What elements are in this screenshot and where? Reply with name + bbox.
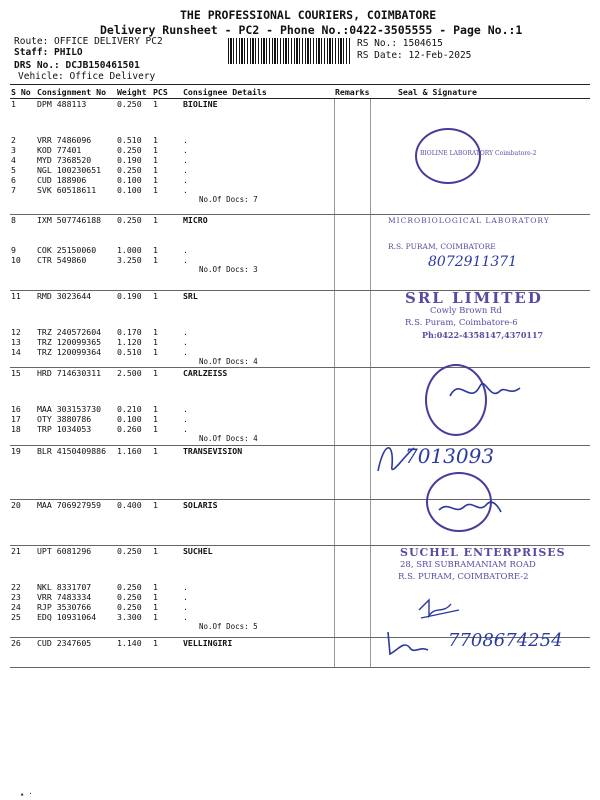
row-cons: SUCHEL (183, 546, 213, 556)
suchel-stamp-line1: SUCHEL ENTERPRISES (400, 546, 566, 559)
cell-sno (10, 99, 36, 215)
cell-cno (36, 291, 116, 368)
cell-wt (116, 446, 152, 500)
row-cons: . (183, 602, 188, 612)
row-cons: . (183, 155, 188, 165)
micro-stamp-line1: MICROBIOLOGICAL LABORATORY (388, 216, 550, 225)
vellingiri-handwritten-phone: 7708674254 (448, 630, 563, 651)
row-pcs: 1 (153, 145, 158, 155)
docs-count: No.Of Docs: 7 (199, 195, 258, 204)
row-pcs: 1 (153, 602, 158, 612)
cell-sno (10, 215, 36, 291)
cell-remarks (334, 546, 370, 638)
row-cno: MAA 303153730 (37, 404, 102, 414)
cell-cno (36, 500, 116, 546)
srl-stamp-line4: Ph:0422-4358147,4370117 (422, 330, 544, 340)
row-pcs: 1 (153, 155, 158, 165)
cell-wt (116, 215, 152, 291)
row-pcs: 1 (153, 546, 158, 556)
row-pcs: 1 (153, 99, 158, 109)
row-pcs: 1 (153, 175, 158, 185)
col-pcs: PCS (152, 85, 182, 99)
row-sno: 26 (11, 638, 21, 648)
row-cno: UPT 6081296 (37, 546, 92, 556)
row-sno: 10 (11, 255, 21, 265)
row-wt: 0.100 (117, 414, 142, 424)
row-cno: HRD 714630311 (37, 368, 102, 378)
row-sno: 20 (11, 500, 21, 510)
carlzeiss-signature (440, 366, 530, 416)
row-wt: 1.140 (117, 638, 142, 648)
cell-pcs (152, 368, 182, 446)
footer-mark: ▴ · (20, 790, 33, 798)
cell-wt (116, 500, 152, 546)
row-pcs: 1 (153, 185, 158, 195)
srl-stamp-line2: Cowly Brown Rd (430, 306, 502, 316)
row-wt: 0.100 (117, 185, 142, 195)
suchel-stamp-line3: R.S. PURAM, COIMBATORE-2 (398, 572, 529, 582)
row-cno: TRZ 120099365 (37, 337, 102, 347)
table-header (10, 85, 590, 99)
row-cno: MYD 7368520 (37, 155, 92, 165)
row-cons: . (183, 337, 188, 347)
row-wt: 0.510 (117, 347, 142, 357)
cell-sno (10, 500, 36, 546)
bioline-stamp-text: BIOLINE LABORATORY Coimbatore-2 (420, 150, 537, 157)
row-wt: 0.250 (117, 546, 142, 556)
cell-wt (116, 368, 152, 446)
row-cons: . (183, 424, 188, 434)
cell-wt (116, 638, 152, 668)
row-cons: SRL (183, 291, 198, 301)
cell-pcs (152, 638, 182, 668)
rs-number: RS No.: 1504615 (357, 38, 443, 49)
suchel-signature (415, 596, 465, 621)
row-cno: DPM 488113 (37, 99, 87, 109)
row-cons: . (183, 165, 188, 175)
cell-sno (10, 546, 36, 638)
row-cno: EDQ 10931064 (37, 612, 97, 622)
drs-number: DRS No.: DCJB150461501 (14, 60, 140, 71)
row-cno: BLR 4150409886 (37, 446, 107, 456)
cell-sno (10, 638, 36, 668)
cell-remarks (334, 291, 370, 368)
row-cno: IXM 507746188 (37, 215, 102, 225)
suchel-stamp-line2: 28, SRI SUBRAMANIAM ROAD (400, 560, 536, 570)
row-cons: . (183, 245, 188, 255)
row-pcs: 1 (153, 337, 158, 347)
company-name: THE PROFESSIONAL COURIERS, COIMBATORE (180, 8, 437, 22)
row-cno: VRR 7486096 (37, 135, 92, 145)
row-pcs: 1 (153, 612, 158, 622)
col-seal: Seal & Signature (370, 85, 590, 99)
row-cons: . (183, 347, 188, 357)
row-wt: 0.250 (117, 592, 142, 602)
cell-remarks (334, 99, 370, 215)
row-sno: 16 (11, 404, 21, 414)
row-cons: CARLZEISS (183, 368, 228, 378)
row-wt: 0.400 (117, 500, 142, 510)
docs-count: No.Of Docs: 5 (199, 622, 258, 631)
vehicle-label: Vehicle: Office Delivery (18, 71, 156, 82)
row-pcs: 1 (153, 347, 158, 357)
cell-remarks (334, 215, 370, 291)
row-wt: 3.300 (117, 612, 142, 622)
row-sno: 22 (11, 582, 21, 592)
row-pcs: 1 (153, 327, 158, 337)
row-cons: TRANSEVISION (183, 446, 243, 456)
row-cons: . (183, 175, 188, 185)
cell-cons (182, 368, 334, 446)
row-sno: 21 (11, 546, 21, 556)
cell-cons (182, 215, 334, 291)
row-wt: 0.250 (117, 145, 142, 155)
transevision-handwritten-number: 7013093 (405, 444, 495, 468)
docs-count: No.Of Docs: 4 (199, 357, 258, 366)
cell-cno (36, 99, 116, 215)
row-pcs: 1 (153, 592, 158, 602)
row-wt: 0.250 (117, 602, 142, 612)
row-cno: NKL 8331707 (37, 582, 92, 592)
row-cno: CUD 188906 (37, 175, 87, 185)
cell-cno (36, 546, 116, 638)
micro-phone-handwritten: 8072911371 (428, 254, 518, 270)
row-sno: 14 (11, 347, 21, 357)
cell-cons (182, 500, 334, 546)
row-sno: 3 (11, 145, 16, 155)
row-sno: 1 (11, 99, 16, 109)
row-cno: MAA 706927959 (37, 500, 102, 510)
row-sno: 7 (11, 185, 16, 195)
row-cons: . (183, 592, 188, 602)
row-pcs: 1 (153, 215, 158, 225)
cell-pcs (152, 546, 182, 638)
row-cons: . (183, 145, 188, 155)
row-pcs: 1 (153, 404, 158, 414)
consignee-group (10, 215, 590, 291)
cell-cons (182, 291, 334, 368)
cell-cons (182, 638, 334, 668)
row-wt: 0.170 (117, 327, 142, 337)
cell-seal-signature (370, 215, 590, 291)
row-cno: CUD 2347605 (37, 638, 92, 648)
cell-wt (116, 99, 152, 215)
row-cno: CTR 549860 (37, 255, 87, 265)
cell-sno (10, 446, 36, 500)
row-wt: 3.250 (117, 255, 142, 265)
cell-cno (36, 215, 116, 291)
row-sno: 9 (11, 245, 16, 255)
row-wt: 0.250 (117, 99, 142, 109)
row-sno: 2 (11, 135, 16, 145)
row-cons: . (183, 135, 188, 145)
row-cno: COK 25150060 (37, 245, 97, 255)
row-sno: 25 (11, 612, 21, 622)
cell-sno (10, 368, 36, 446)
row-cno: RJP 3530766 (37, 602, 92, 612)
cell-pcs (152, 215, 182, 291)
cell-cno (36, 446, 116, 500)
col-consignee: Consignee Details (182, 85, 334, 99)
cell-remarks (334, 446, 370, 500)
row-pcs: 1 (153, 291, 158, 301)
row-wt: 1.120 (117, 337, 142, 347)
cell-remarks (334, 500, 370, 546)
row-pcs: 1 (153, 500, 158, 510)
cell-cons (182, 99, 334, 215)
row-sno: 19 (11, 446, 21, 456)
cell-wt (116, 291, 152, 368)
row-sno: 12 (11, 327, 21, 337)
vellingiri-signature (384, 624, 444, 664)
row-sno: 24 (11, 602, 21, 612)
row-sno: 5 (11, 165, 16, 175)
row-cno: TRZ 120099364 (37, 347, 102, 357)
barcode (228, 38, 350, 64)
row-wt: 0.190 (117, 155, 142, 165)
cell-pcs (152, 291, 182, 368)
row-wt: 0.260 (117, 424, 142, 434)
row-cno: OTY 3880786 (37, 414, 92, 424)
row-wt: 2.500 (117, 368, 142, 378)
col-consignment: Consignment No (36, 85, 116, 99)
cell-pcs (152, 99, 182, 215)
row-cons: BIOLINE (183, 99, 218, 109)
row-sno: 11 (11, 291, 21, 301)
row-pcs: 1 (153, 638, 158, 648)
row-pcs: 1 (153, 414, 158, 424)
cell-pcs (152, 446, 182, 500)
row-cno: TRZ 240572604 (37, 327, 102, 337)
row-wt: 0.190 (117, 291, 142, 301)
row-pcs: 1 (153, 446, 158, 456)
row-cno: SVK 60518611 (37, 185, 97, 195)
docs-count: No.Of Docs: 3 (199, 265, 258, 274)
row-pcs: 1 (153, 135, 158, 145)
srl-stamp-line3: R.S. Puram, Coimbatore-6 (405, 318, 518, 328)
row-cno: RMD 3023644 (37, 291, 92, 301)
cell-cons (182, 546, 334, 638)
cell-cno (36, 638, 116, 668)
row-wt: 0.250 (117, 215, 142, 225)
row-sno: 17 (11, 414, 21, 424)
cell-sno (10, 291, 36, 368)
row-pcs: 1 (153, 424, 158, 434)
row-sno: 18 (11, 424, 21, 434)
docs-count: No.Of Docs: 4 (199, 434, 258, 443)
row-wt: 1.160 (117, 446, 142, 456)
row-sno: 6 (11, 175, 16, 185)
runsheet-title: Delivery Runsheet - PC2 - Phone No.:0422-3505555 - Page No.:1 (100, 23, 523, 37)
row-sno: 8 (11, 215, 16, 225)
row-wt: 0.100 (117, 175, 142, 185)
row-cno: TRP 1034053 (37, 424, 92, 434)
cell-remarks (334, 368, 370, 446)
col-sno: S No (10, 85, 36, 99)
cell-pcs (152, 500, 182, 546)
row-pcs: 1 (153, 245, 158, 255)
row-cons: . (183, 327, 188, 337)
cell-cons (182, 446, 334, 500)
staff-label: Staff: PHILO (14, 47, 83, 58)
row-wt: 0.250 (117, 165, 142, 175)
row-cno: KOD 77401 (37, 145, 82, 155)
row-pcs: 1 (153, 255, 158, 265)
row-wt: 1.000 (117, 245, 142, 255)
row-wt: 0.510 (117, 135, 142, 145)
row-pcs: 1 (153, 582, 158, 592)
cell-remarks (334, 638, 370, 668)
row-wt: 0.250 (117, 582, 142, 592)
row-cons: . (183, 255, 188, 265)
solaris-signature (435, 492, 505, 522)
micro-stamp-line2: R.S. PURAM, COIMBATORE (388, 242, 496, 251)
route-label: Route: OFFICE DELIVERY PC2 (14, 36, 163, 47)
row-cons: . (183, 185, 188, 195)
row-cons: . (183, 404, 188, 414)
row-sno: 4 (11, 155, 16, 165)
col-weight: Weight (116, 85, 152, 99)
cell-cno (36, 368, 116, 446)
row-cons: . (183, 582, 188, 592)
row-pcs: 1 (153, 368, 158, 378)
row-wt: 0.210 (117, 404, 142, 414)
col-remarks: Remarks (335, 86, 370, 97)
row-pcs: 1 (153, 165, 158, 175)
row-cons: . (183, 612, 188, 622)
row-cno: VRR 7483334 (37, 592, 92, 602)
row-cno: NGL 100230651 (37, 165, 102, 175)
row-cons: . (183, 414, 188, 424)
rs-date: RS Date: 12-Feb-2025 (357, 50, 472, 61)
row-sno: 15 (11, 368, 21, 378)
row-cons: VELLINGIRI (183, 638, 233, 648)
row-sno: 23 (11, 592, 21, 602)
cell-wt (116, 546, 152, 638)
row-cons: MICRO (183, 215, 208, 225)
srl-stamp-line1: SRL LIMITED (405, 289, 543, 307)
row-cons: SOLARIS (183, 500, 218, 510)
row-sno: 13 (11, 337, 21, 347)
